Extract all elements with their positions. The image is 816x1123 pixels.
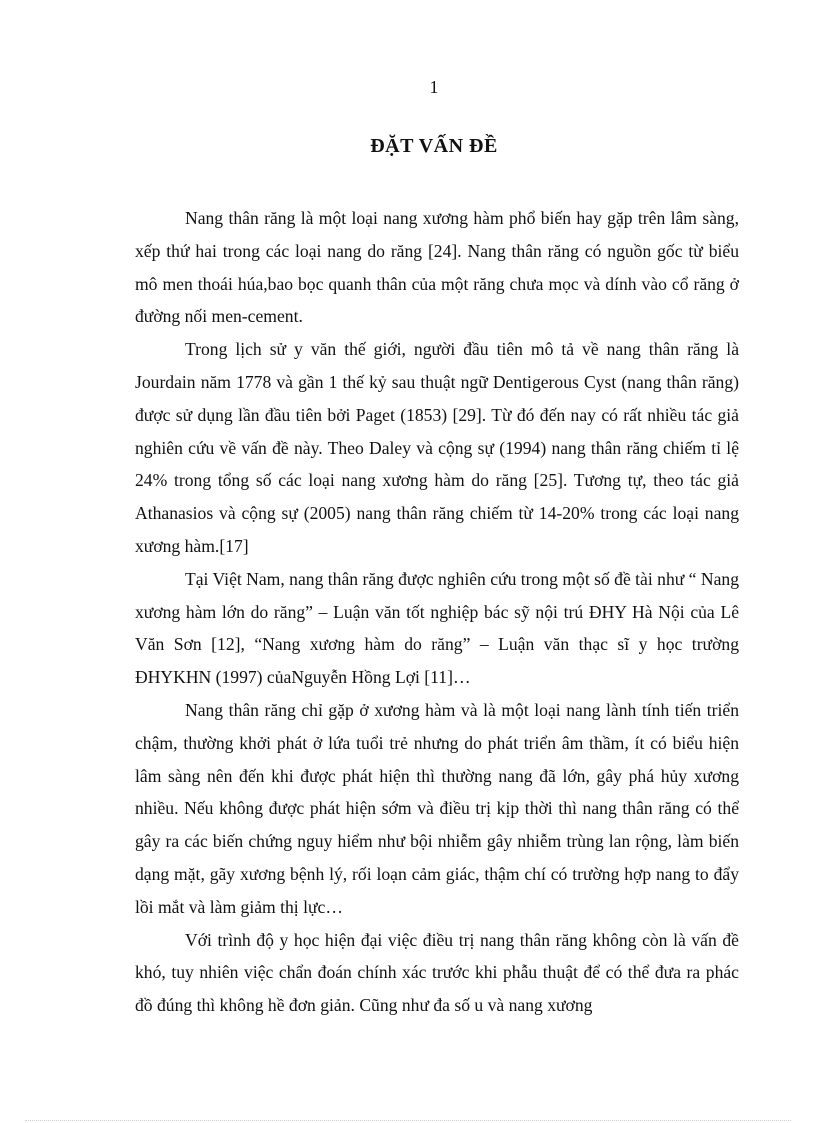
paragraph-4: Nang thân răng chỉ gặp ở xương hàm và là một loại nang lành tính tiến triển chậm, thường khởi phát ở lứa tuổi trẻ nhưng do phát triển âm thầm, ít có biểu hiện lâm sàng nên đến khi được phát hiện thì thường nang đã lớn, gây phá hủy xương nhiều. Nếu không được phát hiện sớm và điều trị kịp thời thì nang thân răng có thể gây ra các biến chứng nguy hiểm như bội nhiễm gây nhiễm trùng lan rộng, làm biến dạng mặt, gãy xương bệnh lý, rối loạn cảm giác, thậm chí có trường hợp nang to đẩy lồi mắt và làm giảm thị lực… <box>135 699 739 917</box>
paragraph-2: Trong lịch sử y văn thế giới, người đầu tiên mô tả về nang thân răng là Jourdain năm 1778 và gần 1 thế kỷ sau thuật ngữ Dentigerous Cyst (nang thân răng) được sử dụng lần đầu tiên bởi Paget (1853) [29]. Từ đó đến nay có rất nhiều tác giả nghiên cứu về vấn đề này. Theo Daley và cộng sự (1994) nang thân răng chiếm tỉ lệ 24% trong tổng số các loại nang xương hàm do răng [25]. Tương tự, theo tác giả Athanasios và cộng sự (2005) nang thân răng chiếm từ 14-20% trong các loại nang xương hàm.[17] <box>135 339 739 556</box>
paragraph-5: Với trình độ y học hiện đại việc điều trị nang thân răng không còn là vấn đề khó, tuy nhiên việc chẩn đoán chính xác trước khi phẫu thuật để có thể đưa ra phác đồ đúng thì không hề đơn giản. Cũng như đa số u và nang xương <box>135 929 739 1016</box>
page-number: 1 <box>429 77 439 97</box>
page-title: ĐẶT VẤN ĐỀ <box>370 135 498 157</box>
paragraph-1: Nang thân răng là một loại nang xương hàm phổ biến hay gặp trên lâm sàng, xếp thứ hai trong các loại nang do răng [24]. Nang thân răng có nguồn gốc từ biểu mô men thoái húa,bao bọc quanh thân của một răng chưa mọc và dính vào cổ răng ở đường nối men-cement. <box>135 208 739 327</box>
document-body <box>135 202 739 1022</box>
page-bottom-divider <box>25 1120 791 1121</box>
paragraph-3: Tại Việt Nam, nang thân răng được nghiên cứu trong một số đề tài như “ Nang xương hàm lớn do răng” – Luận văn tốt nghiệp bác sỹ nội trú ĐHY Hà Nội của Lê Văn Sơn [12], “Nang xương hàm do răng” – Luận văn thạc sĩ y học trường ĐHYKHN (1997) củaNguyễn Hồng Lợi [11]… <box>135 568 739 688</box>
